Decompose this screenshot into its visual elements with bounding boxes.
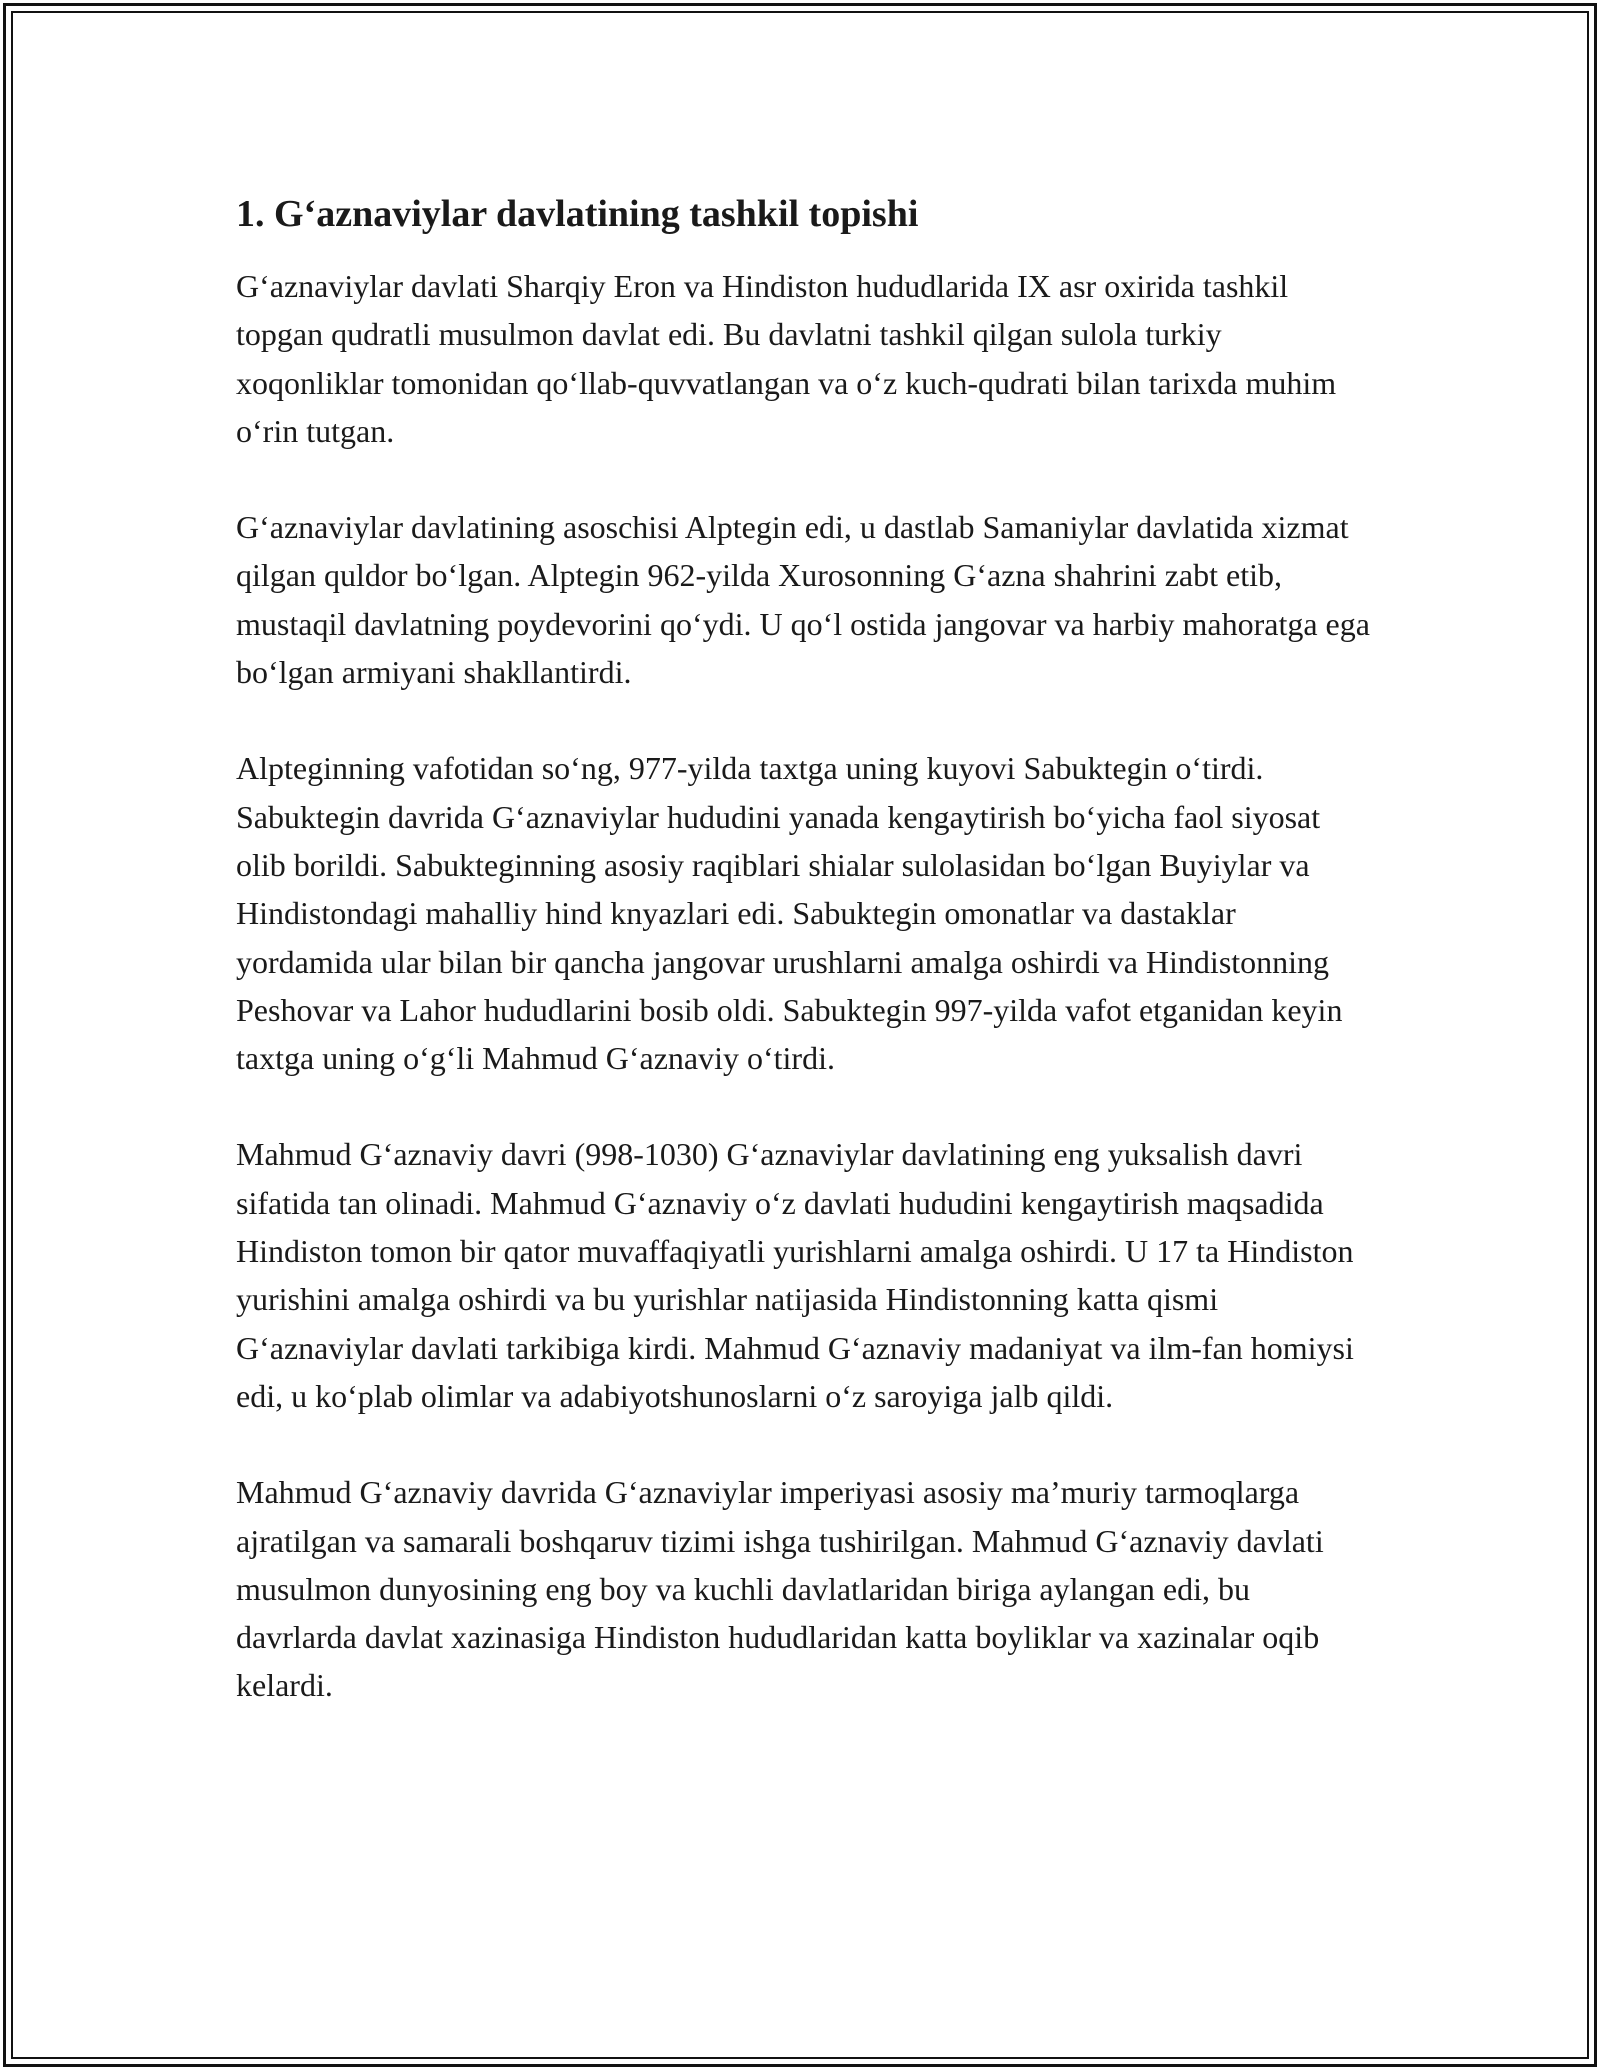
- page-title: 1. G‘aznaviylar davlatining tashkil topishi: [236, 193, 919, 235]
- paragraph-3: Alpteginning vafotidan so‘ng, 977-yilda taxtga uning kuyovi Sabuktegin o‘tirdi. Sabuktegin davrida G‘aznaviylar hududini yanada kengaytirish bo‘yicha faol siyosat olib borildi. Sabukteginning asosiy raqiblari shialar sulolasidan bo‘lgan Buyiylar va Hindistondagi mahalliy hind knyazlari edi. Sabuktegin omonatlar va dastaklar yordamida ular bilan bir qancha jangovar urushlarni amalga oshirdi va Hindistonning Peshovar va Lahor hududlarini bosib oldi. Sabuktegin 997-yilda vafot etganidan keyin taxtga uning o‘g‘li Mahmud G‘aznaviy o‘tirdi.: [236, 750, 1343, 1077]
- paragraph-5: Mahmud G‘aznaviy davrida G‘aznaviylar imperiyasi asosiy ma’muriy tarmoqlarga ajratilgan va samarali boshqaruv tizimi ishga tushirilgan. Mahmud G‘aznaviy davlati musulmon dunyosining eng boy va kuchli davlatlaridan biriga aylangan edi, bu davrlarda davlat xazinasiga Hindiston hududlaridan katta boyliklar va xazinalar oqib kelardi.: [236, 1474, 1324, 1704]
- paragraph-1: G‘aznaviylar davlati Sharqiy Eron va Hindiston hududlarida IX asr oxirida tashkil topgan qudratli musulmon davlat edi. Bu davlatni tashkil qilgan sulola turkiy xoqonliklar tomonidan qo‘llab-quvvatlangan va o‘z kuch-qudrati bilan tarixda muhim o‘rin tutgan.: [236, 268, 1337, 449]
- paragraph-2: G‘aznaviylar davlatining asoschisi Alptegin edi, u dastlab Samaniylar davlatida xizmat qilgan quldor bo‘lgan. Alptegin 962-yilda Xurosonning G‘azna shahrini zabt etib, mustaqil davlatning poydevorini qo‘ydi. U qo‘l ostida jangovar va harbiy mahoratga ega bo‘lgan armiyani shakllantirdi.: [236, 509, 1370, 691]
- paragraph-4: Mahmud G‘aznaviy davri (998-1030) G‘aznaviylar davlatining eng yuksalish davri sifatida tan olinadi. Mahmud G‘aznaviy o‘z davlati hududini kengaytirish maqsadida Hindiston tomon bir qator muvaffaqiyatli yurishlarni amalga oshirdi. U 17 ta Hindiston yurishini amalga oshirdi va bu yurishlar natijasida Hindistonning katta qismi G‘aznaviylar davlati tarkibiga kirdi. Mahmud G‘aznaviy madaniyat va ilm-fan homiysi edi, u ko‘plab olimlar va adabiyotshunoslarni o‘z saroyiga jalb qildi.: [236, 1136, 1354, 1414]
- document-body: [236, 188, 1376, 1758]
